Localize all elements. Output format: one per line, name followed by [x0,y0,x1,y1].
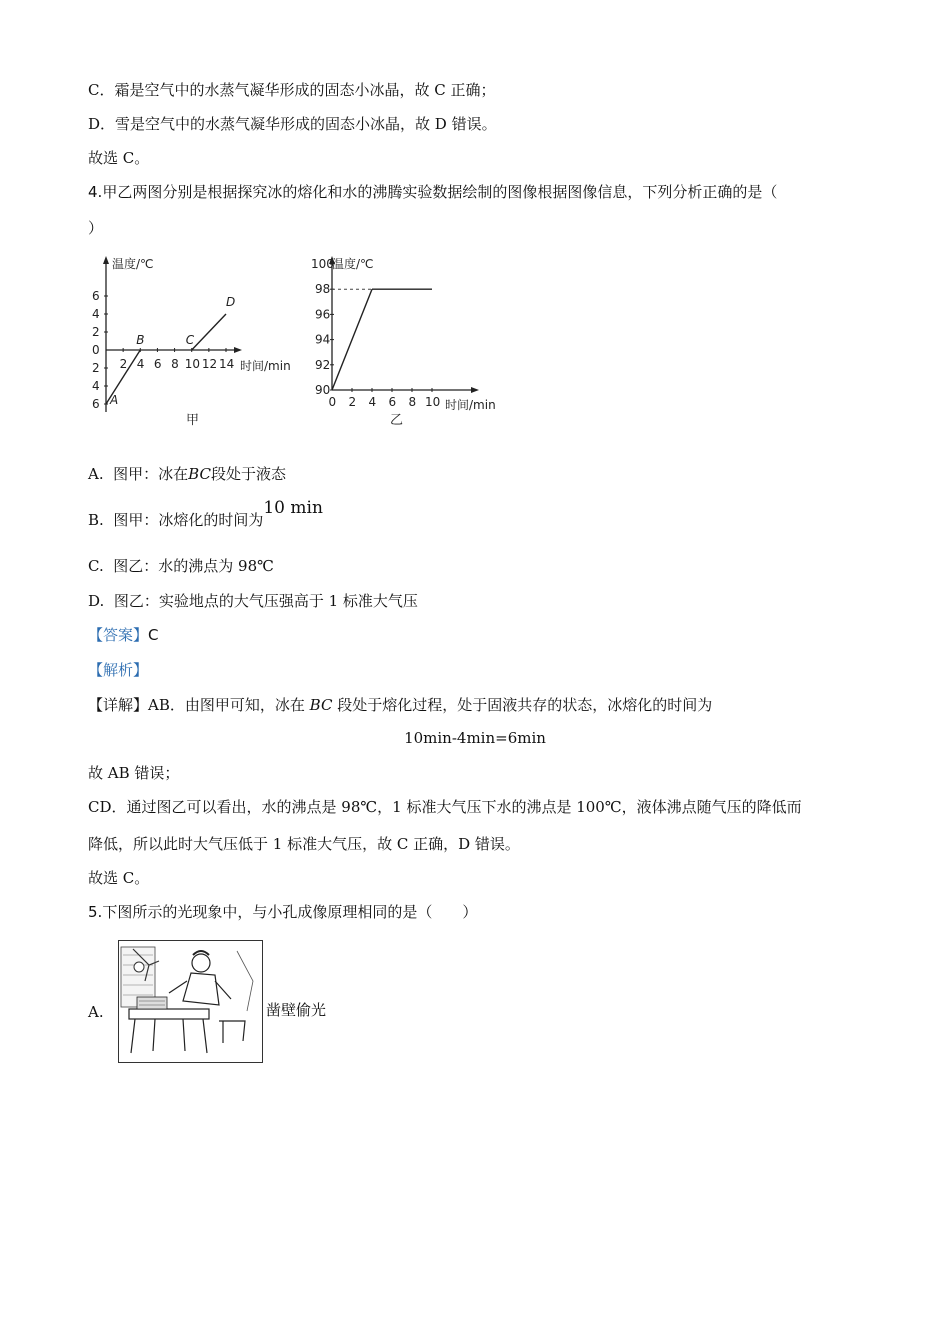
q5-option-a-caption: 凿壁偷光 [266,1001,327,1019]
x-axis-arrow [471,387,479,393]
x-tick-label: 2 [348,395,357,409]
question-text: 下图所示的光现象中，与小孔成像原理相同的是（ ） [102,903,478,921]
x-tick-label: 12 [201,357,218,371]
x-tick-label: 10 [184,357,200,371]
chart-title: 乙 [390,413,404,428]
x-tick-labels [329,388,441,409]
y-tick-label: 94 [315,332,331,347]
y-tick-label: 96 [315,307,331,322]
answer-label: 【答案】 [88,626,149,644]
option-label: A. [88,465,104,483]
heating-segment [332,289,372,390]
chart-yi [310,252,510,432]
x-tick-label: 6 [388,395,397,409]
y-tick-label: 100 [311,257,334,271]
option-c[interactable] [88,556,274,576]
x-tick-label: 6 [153,357,162,371]
option-label: B. [88,511,104,529]
option-label: D. [88,592,105,610]
option-text: 图乙：水的沸点为 98℃ [113,557,274,575]
x-tick-labels [120,348,235,371]
question-text: 甲乙两图分别是根据探究冰的熔化和水的沸腾实验数据绘制的图像根据图像信息，下列分析正确的是（ [102,183,778,201]
point-labels [109,295,235,407]
question-4-stem [88,182,777,202]
point-label: D [226,295,236,309]
y-tick-label: 2 [92,361,100,375]
y-tick-label: 4 [92,379,100,393]
option-text: 图甲：冰在 [113,465,189,483]
chart-title: 甲 [186,413,200,428]
x-tick-label: 8 [171,357,179,371]
detail-line [88,695,712,715]
formula: 10min-4min=6min [404,729,546,747]
x-axis-label: 时间/min [445,398,496,412]
option-a[interactable] [88,464,286,484]
y-tick-label: 0 [92,343,100,357]
illustration-scholar-reading [118,940,263,1063]
y-tick-label: 98 [315,282,331,297]
analysis-label: 【解析】 [88,661,149,679]
y-tick-label: 2 [92,325,100,339]
question-4-close: ） [88,219,104,237]
x-tick-label: 4 [368,395,377,409]
x-tick-label: 8 [408,395,417,409]
math-expression: 10 min [263,498,323,518]
x-axis-label: 时间/min [240,359,291,373]
x-tick-label: 0 [328,395,337,409]
question-5-stem [88,902,477,922]
conclusion-2: 故选 C。 [88,869,150,887]
answer-line [88,625,159,645]
y-tick-label: 6 [92,397,100,411]
point-label: A [110,393,119,407]
x-tick-label: 10 [425,395,441,409]
detail-label: 【详解】 [88,696,149,714]
italic-segment: BC [309,696,333,714]
option-text: 图乙：实验地点的大气压强高于 1 标准大气压 [113,592,418,610]
cd-line-2: 降低，所以此时大气压低于 1 标准大气压，故 C 正确，D 错误。 [88,835,520,853]
line-drawing-icon [119,941,262,1062]
segment-cd [192,314,226,350]
x-tick-label: 4 [136,357,145,371]
y-tick-label: 90 [315,383,331,397]
detail-text-post: 段处于熔化过程，处于固液共存的状态，冰熔化的时间为 [332,696,713,714]
y-axis-arrow [103,256,109,264]
detail-text: AB．由图甲可知，冰在 [148,696,310,714]
y-tick-labels [311,257,334,397]
option-text-post: 段处于液态 [210,465,286,483]
x-tick-label: 14 [219,357,235,371]
option-d-explanation: D．雪是空气中的水蒸气凝华形成的固态小冰晶，故 D 错误。 [88,115,497,133]
cd-line-1: CD．通过图乙可以看出，水的沸点是 98℃，1 标准大气压下水的沸点是 100℃，液体沸点随气压的降低而 [88,798,802,816]
x-axis-arrow [234,347,242,353]
y-tick-label: 4 [92,307,100,321]
y-axis-label: 温度/℃ [332,257,374,271]
y-axis-label: 温度/℃ [112,257,154,271]
point-label: C [185,333,195,347]
point-label: B [136,333,145,347]
chart-jia [88,252,303,432]
y-tick-label: 92 [315,357,331,372]
option-label: C. [88,557,104,575]
option-d[interactable] [88,591,418,611]
option-c-explanation: C．霜是空气中的水蒸气凝华形成的固态小冰晶，故 C 正确； [88,81,496,99]
answer-value: C [148,626,159,644]
question-number: 5. [88,903,103,921]
x-tick-label: 2 [119,357,128,371]
conclusion-1: 故选 C。 [88,149,150,167]
y-tick-label: 6 [92,289,100,303]
question-number: 4. [88,183,103,201]
series-lines [332,289,432,390]
q5-option-a-label[interactable]: A. [88,1003,104,1021]
option-text: 图甲：冰熔化的时间为 [113,511,264,529]
option-b[interactable] [88,498,323,530]
italic-segment: BC [188,465,211,483]
ab-conclusion: 故 AB 错误； [88,764,180,782]
analysis-line [88,660,148,680]
